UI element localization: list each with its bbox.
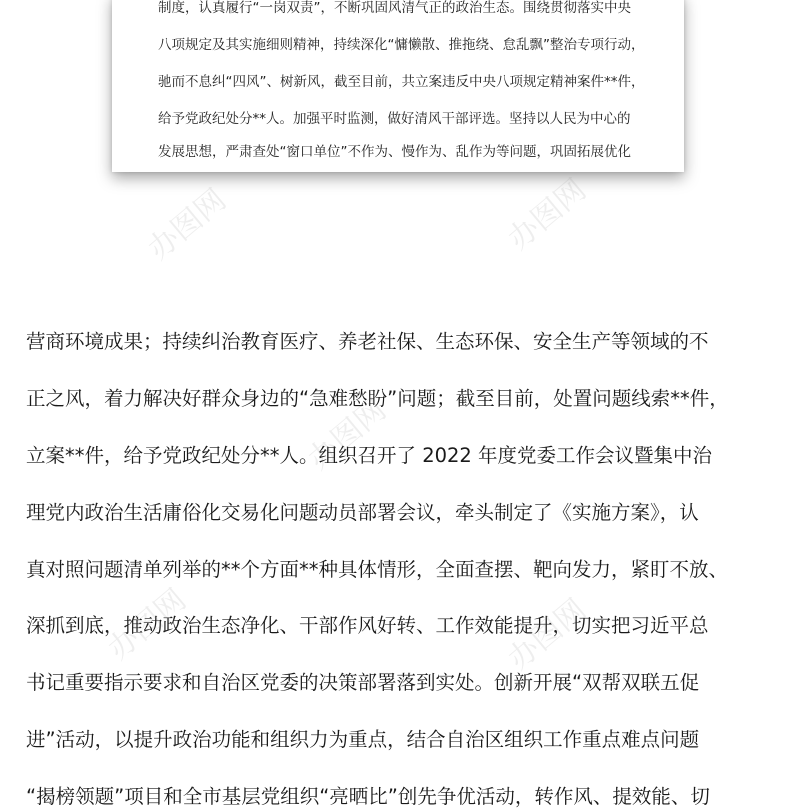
card-text-line: 驰而不息纠“四风”、树新风，截至目前，共立案违反中央八项规定精神案件**件， — [158, 74, 645, 90]
document-preview-card — [112, 0, 684, 172]
watermark: 办图网 — [301, 392, 393, 478]
watermark: 办图网 — [501, 172, 593, 258]
body-text-line: 深抓到底，推动政治生态净化、干部作风好转、工作效能提升，切实把习近平总 — [26, 614, 709, 637]
body-text-line: “揭榜领题”项目和全市基层党组织“亮晒比”创先争优活动，转作风、提效能、切 — [26, 785, 710, 808]
body-text-line: 正之风，着力解决好群众身边的“急难愁盼”问题；截至目前，处置问题线索**件， — [26, 387, 729, 410]
watermark: 办图网 — [501, 592, 593, 678]
card-text-line: 给予党政纪处分**人。加强平时监测，做好清风干部评选。坚持以人民为中心的 — [158, 111, 631, 127]
body-text-line: 理党内政治生活庸俗化交易化问题动员部署会议，牵头制定了《实施方案》，认 — [26, 501, 699, 524]
body-text-line: 书记重要指示要求和自治区党委的决策部署落到实处。创新开展“双帮双联五促 — [26, 671, 700, 694]
body-text-line: 立案**件，给予党政纪处分**人。组织召开了 2022 年度党委工作会议暨集中治 — [26, 444, 713, 467]
body-text-line: 真对照问题清单列举的**个方面**种具体情形，全面查摆、靶向发力，紧盯不放、 — [26, 558, 729, 581]
watermark: 办图网 — [101, 582, 193, 668]
watermark: 办图网 — [141, 182, 233, 268]
body-text-line: 营商环境成果；持续纠治教育医疗、养老社保、生态环保、安全生产等领域的不 — [26, 330, 709, 353]
body-text-line: 进”活动，以提升政治功能和组织力为重点，结合自治区组织工作重点难点问题 — [26, 728, 700, 751]
card-text-line: 八项规定及其实施细则精神，持续深化“慵懒散、推拖绕、怠乱飘”整治专项行动， — [158, 37, 645, 53]
card-text-line: 制度，认真履行“一岗双责”，不断巩固风清气正的政治生态。围绕贯彻落实中央 — [158, 0, 631, 16]
card-text-line: 发展思想，严肃查处“窗口单位”不作为、慢作为、乱作为等问题，巩固拓展优化 — [158, 144, 631, 160]
